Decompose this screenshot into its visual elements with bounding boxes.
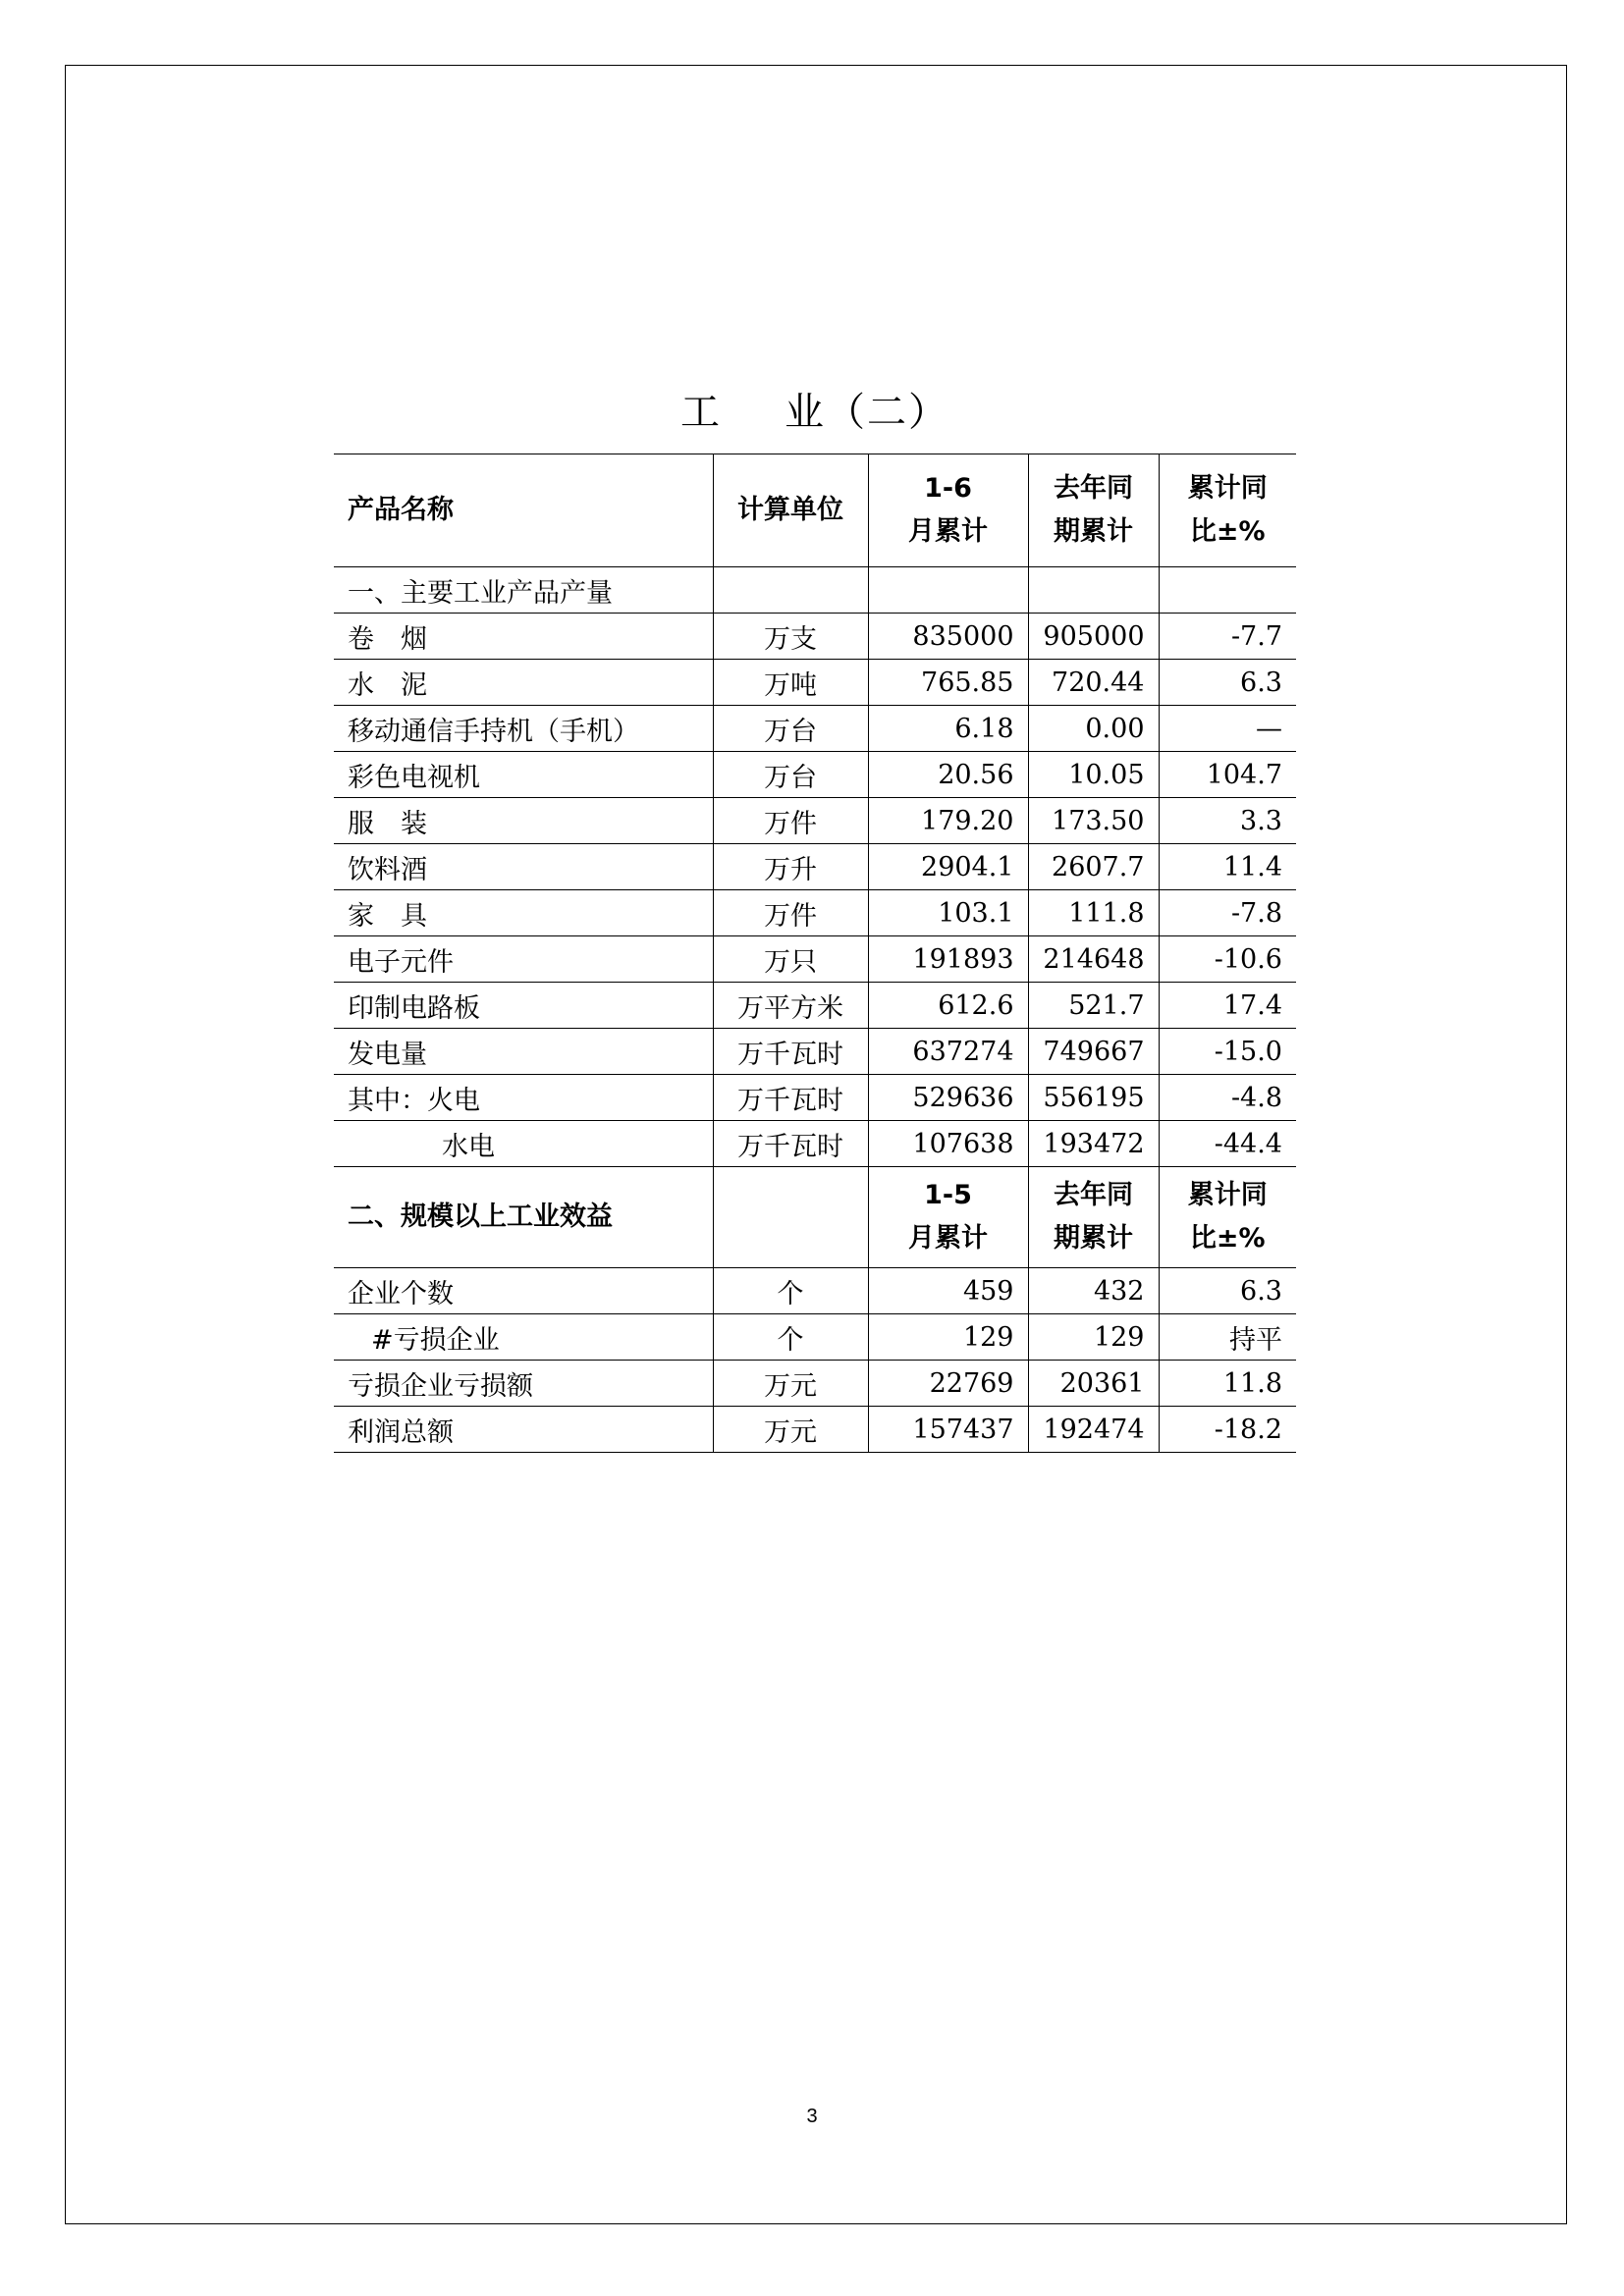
table-row — [334, 1075, 1296, 1121]
change-value: — — [1159, 706, 1296, 752]
product-unit: 万平方米 — [713, 983, 868, 1029]
product-unit: 万只 — [713, 936, 868, 983]
header-change-line1: 累计同 — [1187, 473, 1268, 504]
section-1-title-row — [334, 567, 1296, 614]
change-value: 3.3 — [1159, 798, 1296, 844]
change-value: -7.8 — [1159, 890, 1296, 936]
last-year-value: 2607.7 — [1028, 844, 1159, 890]
header-unit: 计算单位 — [713, 454, 868, 567]
header-current-period-line2: 月累计 — [908, 516, 988, 547]
header-change-line2: 比±% — [1189, 516, 1266, 547]
table-row — [334, 614, 1296, 660]
page-number: 3 — [806, 2106, 818, 2127]
current-value: 612.6 — [868, 983, 1028, 1029]
table-row — [334, 1407, 1296, 1453]
current-value: 459 — [868, 1268, 1028, 1314]
product-name: 发电量 — [334, 1029, 713, 1075]
product-name: 其中：火电 — [334, 1075, 713, 1121]
section-2-header-change-line2: 比±% — [1189, 1223, 1266, 1254]
product-unit: 万台 — [713, 752, 868, 798]
section-2-header-last-year-line1: 去年同 — [1054, 1180, 1133, 1210]
product-unit: 万千瓦时 — [713, 1121, 868, 1167]
change-value: -44.4 — [1159, 1121, 1296, 1167]
current-value: 129 — [868, 1314, 1028, 1361]
table-row — [334, 1029, 1296, 1075]
last-year-value: 173.50 — [1028, 798, 1159, 844]
current-value: 103.1 — [868, 890, 1028, 936]
table-row — [334, 752, 1296, 798]
last-year-value: 192474 — [1028, 1407, 1159, 1453]
change-value: 17.4 — [1159, 983, 1296, 1029]
section-1-title: 一、主要工业产品产量 — [334, 567, 713, 614]
indicator-name: 亏损企业亏损额 — [334, 1361, 713, 1407]
current-value: 191893 — [868, 936, 1028, 983]
last-year-value: 214648 — [1028, 936, 1159, 983]
current-value: 637274 — [868, 1029, 1028, 1075]
title-part-2: 业（二） — [785, 390, 949, 435]
last-year-value: 129 — [1028, 1314, 1159, 1361]
last-year-value: 0.00 — [1028, 706, 1159, 752]
table-row — [334, 1268, 1296, 1314]
current-value: 2904.1 — [868, 844, 1028, 890]
product-name: 水 泥 — [334, 660, 713, 706]
product-unit: 万千瓦时 — [713, 1075, 868, 1121]
change-value: 11.8 — [1159, 1361, 1296, 1407]
current-value: 107638 — [868, 1121, 1028, 1167]
last-year-value: 749667 — [1028, 1029, 1159, 1075]
last-year-value: 432 — [1028, 1268, 1159, 1314]
product-name: 移动通信手持机（手机） — [334, 706, 713, 752]
section-2-header-change — [1159, 1167, 1296, 1268]
change-value: 6.3 — [1159, 1268, 1296, 1314]
product-unit: 万吨 — [713, 660, 868, 706]
last-year-value: 193472 — [1028, 1121, 1159, 1167]
last-year-value: 521.7 — [1028, 983, 1159, 1029]
product-unit: 万台 — [713, 706, 868, 752]
product-name: 水电 — [334, 1121, 713, 1167]
change-value: -7.7 — [1159, 614, 1296, 660]
table-row — [334, 936, 1296, 983]
change-value: 104.7 — [1159, 752, 1296, 798]
table-row — [334, 798, 1296, 844]
current-value: 22769 — [868, 1361, 1028, 1407]
header-last-year-line2: 期累计 — [1054, 516, 1133, 547]
product-unit: 万件 — [713, 798, 868, 844]
last-year-value: 720.44 — [1028, 660, 1159, 706]
table-row — [334, 844, 1296, 890]
table-row — [334, 1121, 1296, 1167]
last-year-value: 10.05 — [1028, 752, 1159, 798]
indicator-unit: 万元 — [713, 1361, 868, 1407]
product-unit: 万千瓦时 — [713, 1029, 868, 1075]
last-year-value: 905000 — [1028, 614, 1159, 660]
product-unit: 万升 — [713, 844, 868, 890]
section-2-header-last-year — [1028, 1167, 1159, 1268]
change-value: 持平 — [1159, 1314, 1296, 1361]
current-value: 179.20 — [868, 798, 1028, 844]
product-name: 印制电路板 — [334, 983, 713, 1029]
table-row — [334, 706, 1296, 752]
indicator-unit: 万元 — [713, 1407, 868, 1453]
section-2-header-change-line1: 累计同 — [1187, 1180, 1268, 1210]
section-2-header-last-year-line2: 期累计 — [1054, 1223, 1133, 1254]
last-year-value: 556195 — [1028, 1075, 1159, 1121]
section-2-title: 二、规模以上工业效益 — [334, 1167, 713, 1268]
indicator-name: 利润总额 — [334, 1407, 713, 1453]
product-name: 服 装 — [334, 798, 713, 844]
indicator-unit: 个 — [713, 1268, 868, 1314]
header-last-year — [1028, 454, 1159, 567]
change-value: -4.8 — [1159, 1075, 1296, 1121]
page-title — [334, 381, 1296, 437]
product-unit: 万件 — [713, 890, 868, 936]
product-name: 饮料酒 — [334, 844, 713, 890]
change-value: -15.0 — [1159, 1029, 1296, 1075]
change-value: -18.2 — [1159, 1407, 1296, 1453]
table-row — [334, 1361, 1296, 1407]
table-row — [334, 660, 1296, 706]
last-year-value: 111.8 — [1028, 890, 1159, 936]
section-2-header-row — [334, 1167, 1296, 1268]
change-value: 6.3 — [1159, 660, 1296, 706]
header-product-name: 产品名称 — [334, 454, 713, 567]
indicator-name: 企业个数 — [334, 1268, 713, 1314]
title-part-1: 工 — [680, 390, 722, 435]
table-row — [334, 983, 1296, 1029]
product-name: 电子元件 — [334, 936, 713, 983]
table-row — [334, 1314, 1296, 1361]
header-change — [1159, 454, 1296, 567]
section-2-header-current-line1: 1-5 — [924, 1180, 972, 1210]
product-name: 家 具 — [334, 890, 713, 936]
table-header-row — [334, 454, 1296, 567]
product-unit: 万支 — [713, 614, 868, 660]
product-name: 彩色电视机 — [334, 752, 713, 798]
current-value: 6.18 — [868, 706, 1028, 752]
header-last-year-line1: 去年同 — [1054, 473, 1133, 504]
section-2-header-current-period — [868, 1167, 1028, 1268]
current-value: 529636 — [868, 1075, 1028, 1121]
change-value: 11.4 — [1159, 844, 1296, 890]
change-value: -10.6 — [1159, 936, 1296, 983]
header-current-period-line1: 1-6 — [924, 473, 972, 504]
industry-stats-table — [334, 454, 1296, 1453]
section-2-header-current-line2: 月累计 — [908, 1223, 988, 1254]
current-value: 157437 — [868, 1407, 1028, 1453]
indicator-name: #亏损企业 — [334, 1314, 713, 1361]
last-year-value: 20361 — [1028, 1361, 1159, 1407]
current-value: 765.85 — [868, 660, 1028, 706]
current-value: 835000 — [868, 614, 1028, 660]
product-name: 卷 烟 — [334, 614, 713, 660]
indicator-unit: 个 — [713, 1314, 868, 1361]
table-row — [334, 890, 1296, 936]
header-current-period — [868, 454, 1028, 567]
current-value: 20.56 — [868, 752, 1028, 798]
